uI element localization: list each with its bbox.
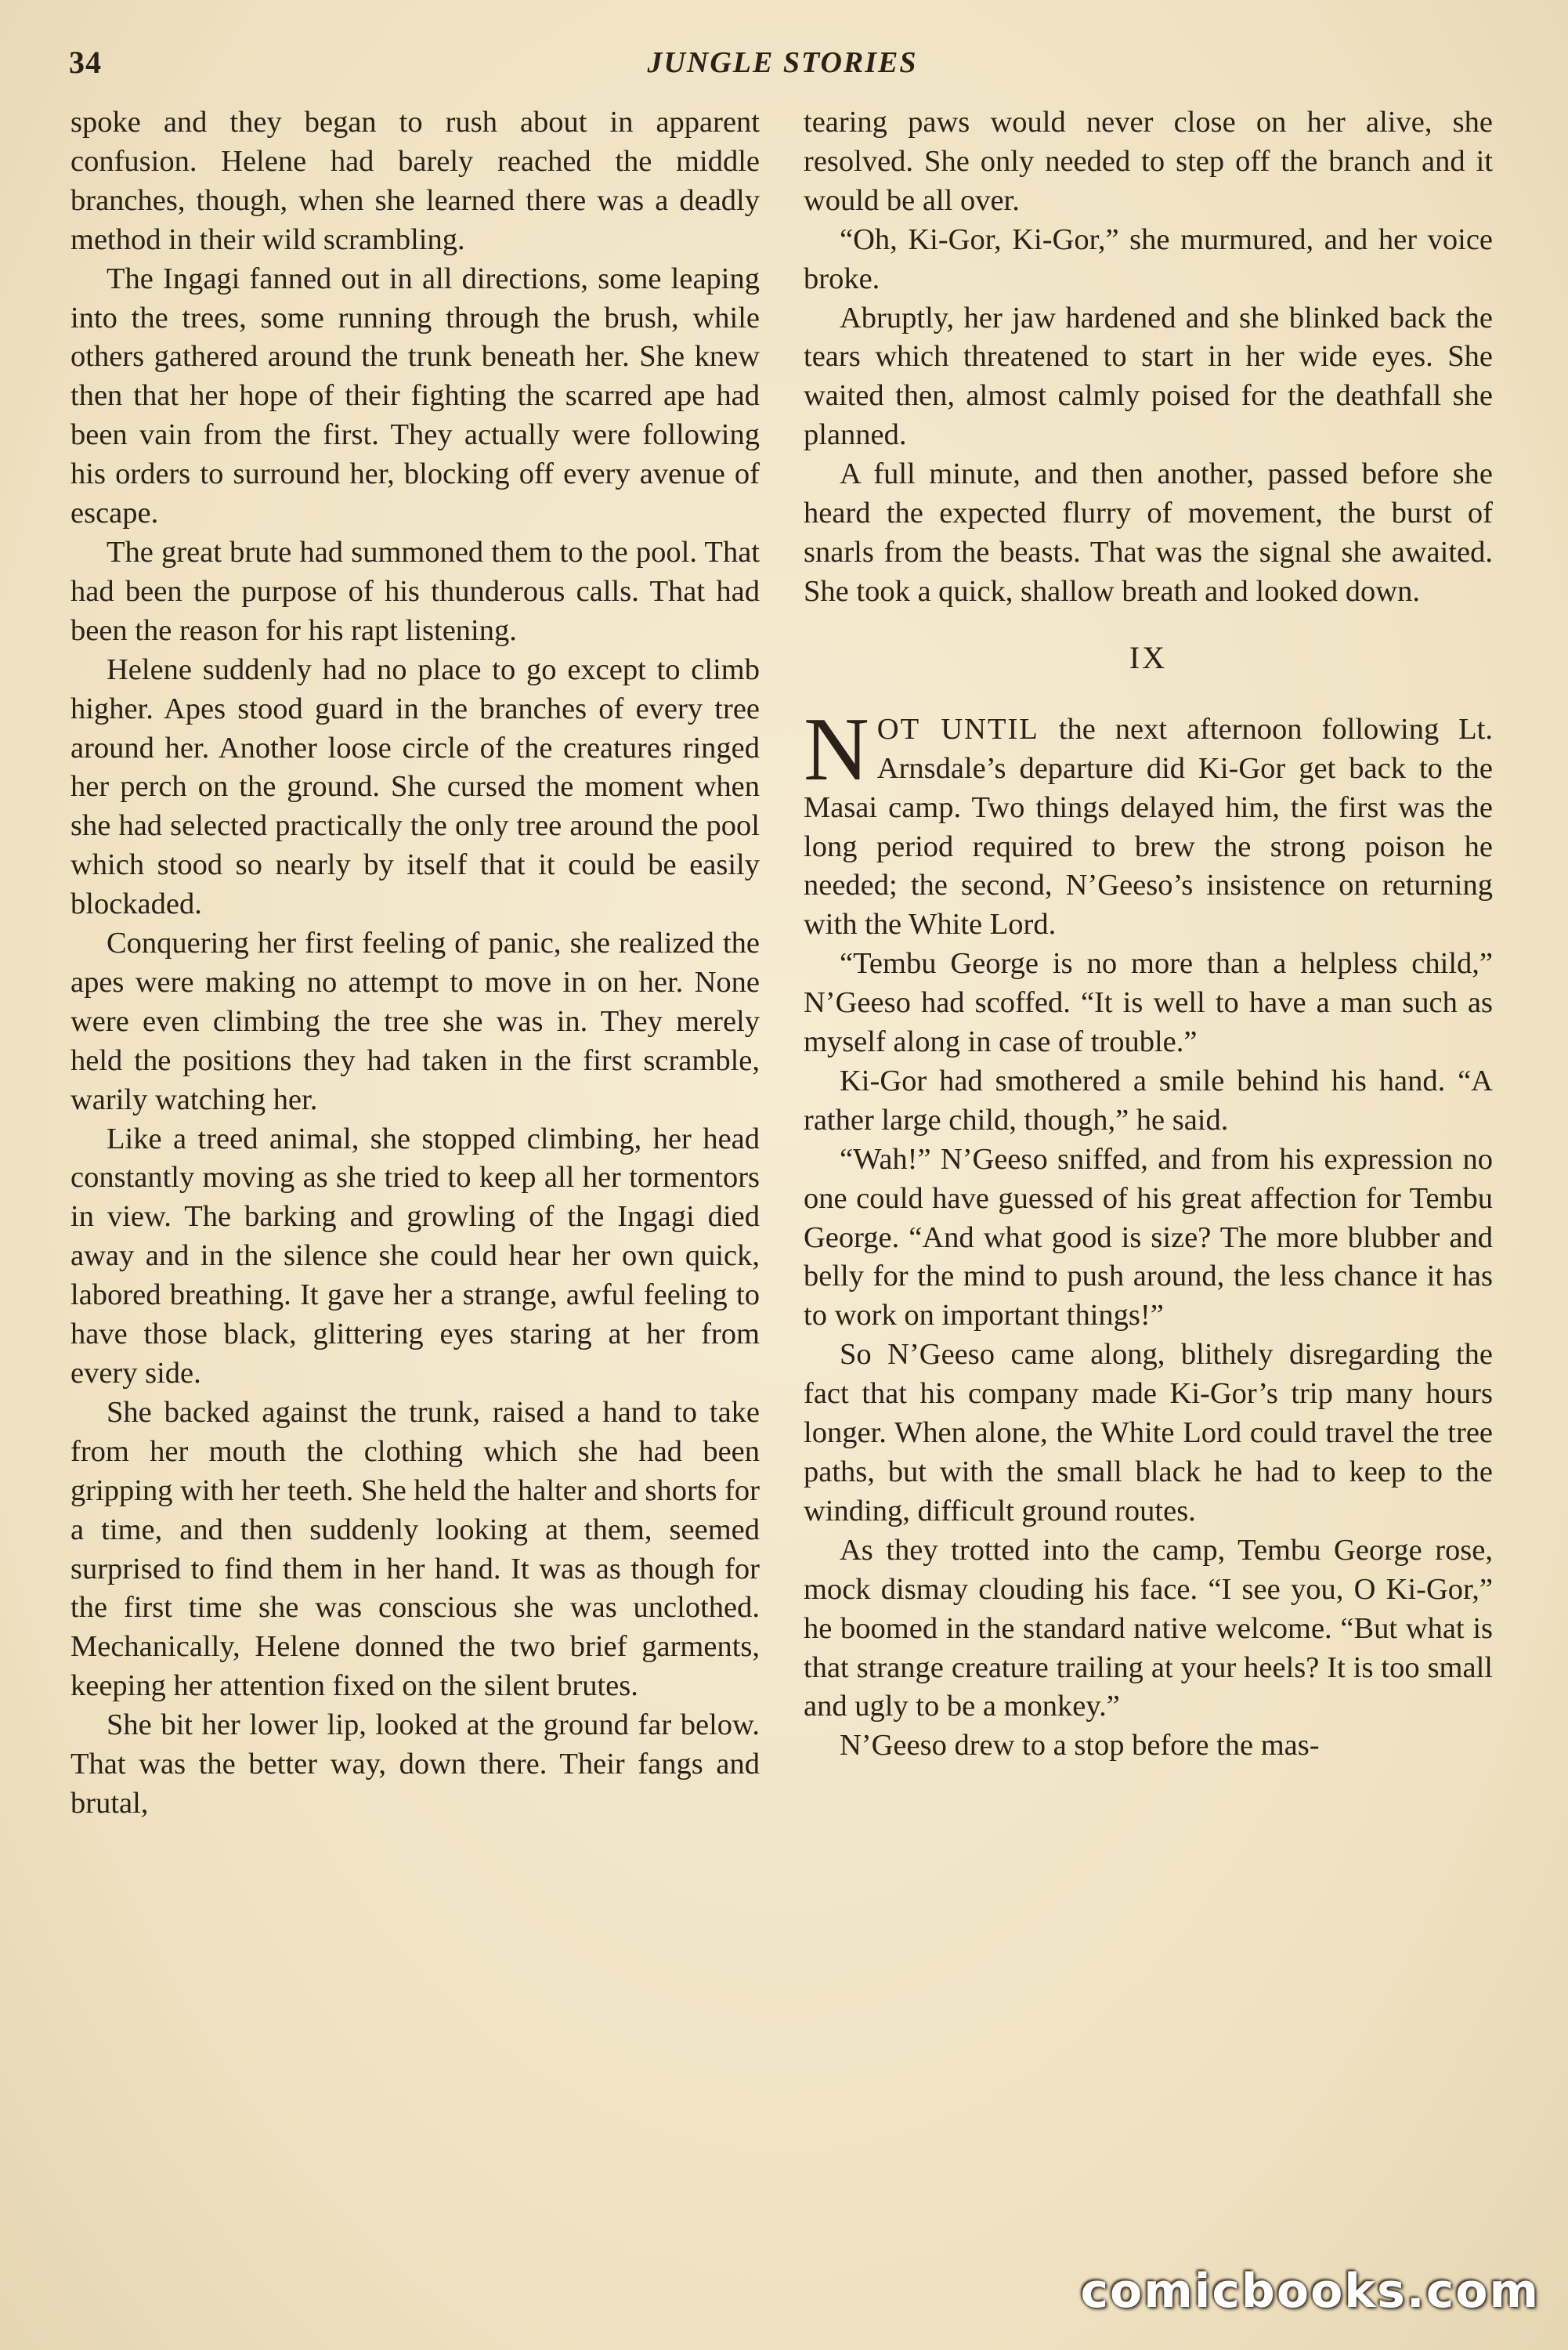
paragraph: As they trotted into the camp, Tembu George rose, mock dismay clouding his face. “I see you, O Ki-Gor,” he boomed in the standard native welcome. “But what is that strange creature trailing at your heels? It is too small and ugly to be a monkey.” — [804, 1533, 1493, 1723]
paragraph: Ki-Gor had smothered a smile behind his hand. “A rather large child, though,” he said. — [804, 1064, 1493, 1137]
paragraph: tearing paws would never close on her alive, she resolved. She only needed to step off the branch and it would be all over. — [804, 106, 1493, 217]
paragraph: spoke and they began to rush about in apparent confusion. Helene had barely reached the middle branches, though, when she learned there was a deadly method in their wild scrambling. — [70, 106, 760, 256]
watermark-logo: comicbooks.com — [1080, 2264, 1540, 2319]
page-header — [69, 44, 1496, 91]
running-title: JUNGLE STORIES — [647, 46, 918, 79]
paragraph: Abruptly, her jaw hardened and she blinked back the tears which threatened to start in her wide eyes. She waited then, almost calmly poised for the deathfall she planned. — [804, 301, 1493, 452]
paragraph: The Ingagi fanned out in all directions, some leaping into the trees, some running through the brush, while others gathered around the trunk beneath her. She knew then that her hope of their fighting the scarred ape had been vain from the first. They actually were following his orders to surround her, blocking off every avenue of escape. — [70, 262, 760, 530]
right-column — [804, 103, 1493, 1766]
opening-small-caps: OT UNTIL — [876, 712, 1039, 746]
paragraph: She backed against the trunk, raised a hand to take from her mouth the clothing which she had been gripping with her teeth. She held the halter and shorts for a time, and then suddenly looking at them, seemed surprised to find them in her hand. It was as though for the first time she was conscious she was unclothed. Mechanically, Helene donned the two brief garments, keeping her attention fixed on the silent brutes. — [70, 1395, 760, 1703]
chapter-opening-paragraph — [804, 699, 1494, 945]
drop-cap: N — [804, 699, 869, 800]
paragraph: She bit her lower lip, looked at the ground far below. That was the better way, down there. Their fangs and brutal, — [70, 1708, 760, 1820]
paragraph: A full minute, and then another, passed before she heard the expected flurry of movement, the burst of snarls from the beasts. That was the signal she awaited. She took a quick, shallow breath and looked down. — [804, 457, 1493, 608]
left-column — [70, 103, 760, 1824]
paragraph: Helene suddenly had no place to go except to climb higher. Apes stood guard in the branches of every tree around her. Another loose circle of the creatures ringed her perch on the ground. She cursed the moment when she had selected practically the only tree around the pool which stood so nearly by itself that it could be easily blockaded. — [70, 653, 760, 921]
paragraph: Conquering her first feeling of panic, she realized the apes were making no attempt to move in on her. None were even climbing the tree she was in. They merely held the positions they had taken in the first scramble, warily watching her. — [70, 927, 760, 1116]
paragraph: “Tembu George is no more than a helpless child,” N’Geeso had scoffed. “It is well to have a man such as myself along in case of trouble.” — [804, 947, 1493, 1059]
paragraph: “Wah!” N’Geeso sniffed, and from his expression no one could have guessed of his great affection for Tembu George. “And what good is size? The more blubber and belly for the mind to push around, the less chance it has to work on important things!” — [804, 1142, 1493, 1332]
chapter-heading: IX — [1129, 639, 1168, 675]
paragraph: So N’Geeso came along, blithely disregarding the fact that his company made Ki-Gor’s trip many hours longer. When alone, the White Lord could travel the tree paths, but with the small black he had to keep to the winding, difficult ground routes. — [804, 1338, 1493, 1528]
paragraph: “Oh, Ki-Gor, Ki-Gor,” she murmured, and her voice broke. — [804, 222, 1493, 295]
paragraph: N’Geeso drew to a stop before the mas- — [840, 1729, 1320, 1762]
paragraph: The great brute had summoned them to the pool. That had been the purpose of his thunderous calls. That had been the reason for his rapt listening. — [70, 535, 760, 647]
opening-text: the next afternoon following Lt. Arnsdale’s departure did Ki-Gor get back to the Masai camp. Two things delayed him, the first was the long period required to brew the strong poison he needed; the second, N’Geeso’s insistence on returning with the White Lord. — [804, 712, 1494, 942]
page-number: 34 — [69, 45, 102, 80]
paragraph: Like a treed animal, she stopped climbing, her head constantly moving as she tried to keep all her tormentors in view. The barking and growling of the Ingagi died away and in the silence she could hear her own quick, labored breathing. It gave her a strange, awful feeling to have those black, glittering eyes staring at her from every side. — [70, 1122, 760, 1390]
